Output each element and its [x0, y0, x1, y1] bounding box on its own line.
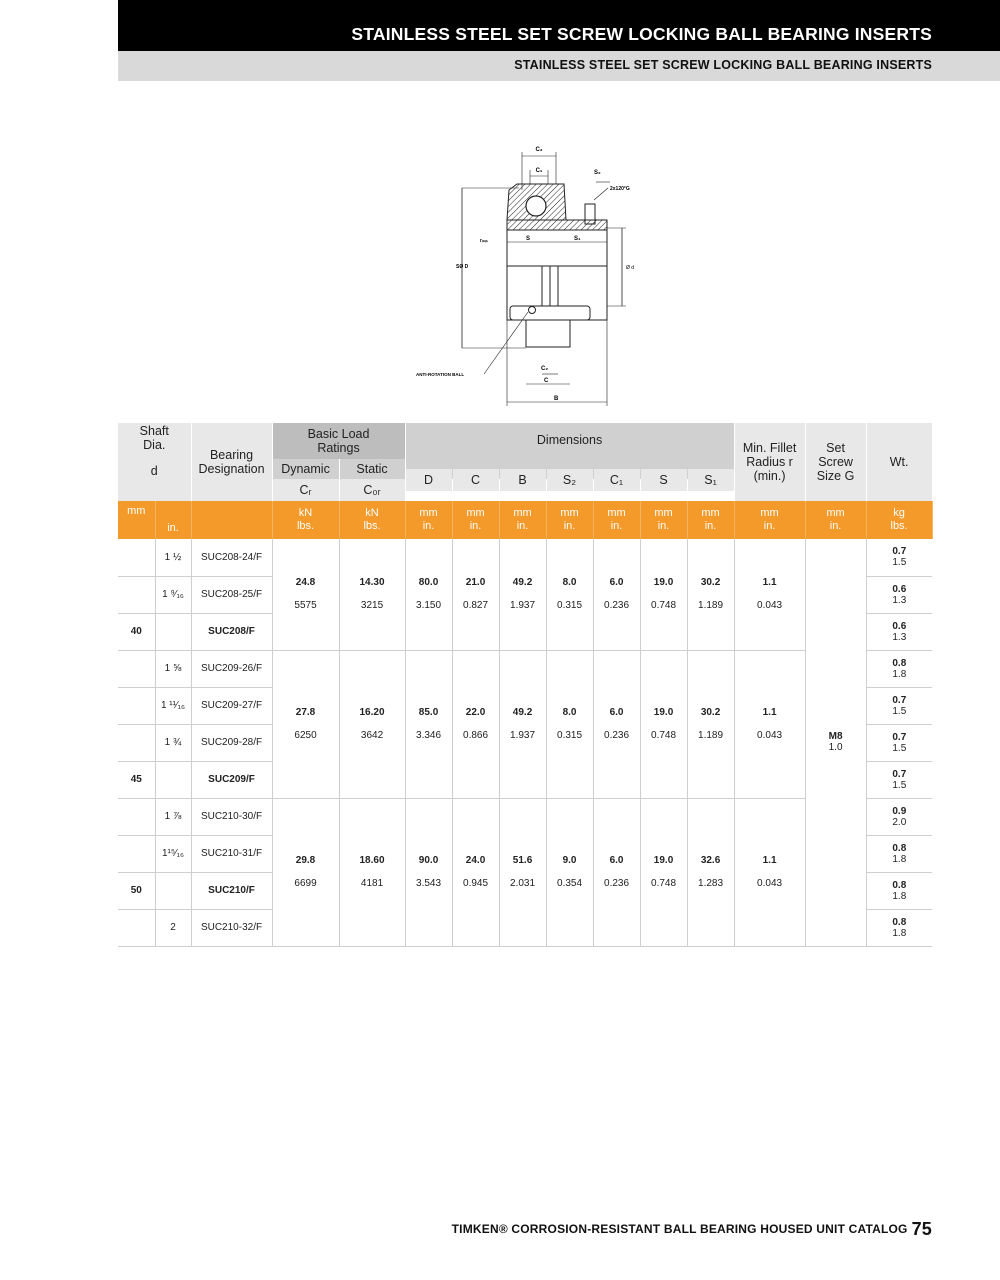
spec-value-cell: [452, 798, 499, 946]
spec-value-cell: [272, 798, 339, 946]
weight-lbs: 1.5: [892, 705, 907, 717]
header-set-screw: Set Screw Size G: [805, 423, 866, 501]
header-weight: Wt.: [866, 423, 932, 501]
value-metric: 49.2: [512, 707, 533, 718]
value-imperial: 0.043: [757, 878, 783, 889]
set-screw-size: M8: [828, 731, 843, 743]
value-imperial: 1.937: [510, 730, 536, 741]
value-imperial: 0.236: [604, 730, 630, 741]
label-b: B: [554, 396, 559, 402]
header-s1-col: S₁: [687, 469, 734, 491]
value-metric: 19.0: [653, 577, 674, 589]
value-imperial: 6250: [294, 730, 317, 741]
value-imperial: 0.748: [651, 600, 677, 612]
designation-cell: SUC210-32/F: [191, 909, 272, 946]
spec-value-cell: [499, 798, 546, 946]
value-imperial: 2.031: [510, 878, 536, 889]
shaft-mm-cell: [118, 724, 155, 761]
weight-cell: [866, 909, 932, 946]
spec-value-cell: [339, 798, 405, 946]
value-imperial: 0.354: [557, 878, 583, 889]
value-metric: 1.1: [762, 707, 777, 718]
anti-rotation-ball: [529, 307, 536, 314]
weight-kg: 0.9: [892, 805, 907, 817]
header-s2-col: S₂: [546, 469, 593, 491]
shaft-in-cell: 1 ⁹⁄₁₆: [155, 576, 191, 613]
value-imperial: 0.236: [604, 600, 630, 612]
shaft-mm-cell: [118, 687, 155, 724]
header-d-col: D: [405, 469, 452, 491]
value-metric: 6.0: [609, 707, 624, 718]
spec-value-cell: [499, 650, 546, 798]
bearing-insert-diagram: [414, 142, 650, 408]
value-metric: 9.0: [562, 855, 577, 866]
value-metric: 22.0: [465, 707, 486, 718]
header-load-ratings: Basic Load Ratings: [272, 423, 405, 459]
weight-kg: 0.8: [892, 916, 907, 928]
value-imperial: 3.346: [416, 730, 442, 741]
shaft-mm-cell: 45: [118, 761, 155, 798]
value-metric: 16.20: [359, 707, 385, 718]
set-screw-cell: [805, 539, 866, 946]
label-c: C: [544, 378, 549, 384]
weight-lbs: 1.8: [892, 927, 907, 939]
shaft-mm-cell: [118, 909, 155, 946]
value-metric: 49.2: [512, 577, 533, 589]
spec-value-cell: [546, 539, 593, 650]
value-imperial: 0.866: [463, 730, 489, 741]
weight-kg: 0.8: [892, 879, 907, 891]
page-title-bar: [118, 0, 1000, 51]
label-angle: 2x120°G: [610, 186, 630, 192]
label-c1: C₁: [535, 168, 543, 174]
value-metric: 8.0: [562, 577, 577, 589]
value-imperial: 3215: [360, 600, 384, 612]
designation-cell: SUC210-30/F: [191, 798, 272, 835]
weight-lbs: 1.8: [892, 890, 907, 902]
weight-cell: [866, 539, 932, 576]
label-s2: S₂: [594, 170, 601, 176]
shaft-mm-cell: [118, 798, 155, 835]
header-static: Static: [339, 459, 405, 479]
weight-lbs: 1.8: [892, 668, 907, 680]
weight-lbs: 1.3: [892, 631, 907, 643]
shaft-in-cell: 1 ¹¹⁄₁₆: [155, 687, 191, 724]
value-imperial: 3.150: [416, 600, 442, 612]
spec-value-cell: [640, 539, 687, 650]
spec-value-cell: [405, 650, 452, 798]
value-metric: 18.60: [359, 855, 385, 866]
spec-value-cell: [339, 539, 405, 650]
shaft-mm-cell: [118, 576, 155, 613]
weight-kg: 0.7: [892, 731, 907, 743]
value-metric: 21.0: [465, 577, 486, 589]
value-metric: 27.8: [295, 707, 316, 718]
designation-cell: SUC210/F: [191, 872, 272, 909]
label-d: Ø d: [626, 265, 635, 271]
value-imperial: 0.315: [557, 600, 583, 612]
spec-value-cell: [452, 539, 499, 650]
shaft-mm-cell: 50: [118, 872, 155, 909]
value-imperial: 0.748: [651, 878, 677, 889]
weight-lbs: 1.3: [892, 594, 907, 606]
header-dynamic: Dynamic: [272, 459, 339, 479]
spec-value-cell: [593, 650, 640, 798]
weight-kg: 0.7: [892, 694, 907, 706]
section-title-bar: [118, 51, 1000, 81]
weight-cell: [866, 687, 932, 724]
value-metric: 51.6: [512, 855, 533, 866]
spec-value-cell: [593, 798, 640, 946]
header-dimensions: Dimensions: [405, 423, 734, 479]
value-imperial: 3.543: [416, 878, 442, 889]
weight-lbs: 2.0: [892, 816, 907, 828]
value-metric: 1.1: [762, 855, 777, 866]
label-s1: S₁: [574, 236, 581, 242]
weight-lbs: 1.5: [892, 742, 907, 754]
weight-kg: 0.6: [892, 620, 907, 632]
shaft-in-cell: 1 ⅞: [155, 798, 191, 835]
label-rmin: rₘᵢₙ: [480, 238, 488, 244]
weight-cell: [866, 724, 932, 761]
designation-cell: SUC209-26/F: [191, 650, 272, 687]
shaft-in-cell: [155, 872, 191, 909]
value-imperial: 1.283: [698, 878, 724, 889]
weight-lbs: 1.5: [892, 557, 907, 569]
weight-kg: 0.6: [892, 583, 907, 595]
page-footer: [452, 1219, 932, 1240]
header-c1-col: C₁: [593, 469, 640, 491]
value-imperial: 0.236: [604, 878, 630, 889]
shaft-in-cell: 1 ¾: [155, 724, 191, 761]
weight-kg: 0.7: [892, 768, 907, 780]
value-imperial: 5575: [294, 600, 317, 612]
shaft-mm-cell: 40: [118, 613, 155, 650]
weight-cell: [866, 650, 932, 687]
weight-cell: [866, 798, 932, 835]
page-title: STAINLESS STEEL SET SCREW LOCKING BALL BEARING INSERTS: [351, 24, 932, 44]
weight-lbs: 1.8: [892, 853, 907, 865]
spec-value-cell: [499, 539, 546, 650]
header-designation: Bearing Designation: [191, 423, 272, 501]
value-metric: 8.0: [562, 707, 577, 718]
spec-value-cell: [546, 798, 593, 946]
value-imperial: 1.937: [510, 600, 536, 612]
value-metric: 6.0: [609, 855, 624, 866]
shaft-mm-cell: [118, 650, 155, 687]
section-title: STAINLESS STEEL SET SCREW LOCKING BALL BEARING INSERTS: [514, 58, 932, 72]
header-shaft-dia: Shaft Dia. d: [118, 423, 191, 479]
value-imperial: 0.748: [651, 730, 677, 741]
spec-value-cell: [452, 650, 499, 798]
spec-value-cell: [687, 650, 734, 798]
value-metric: 85.0: [418, 707, 439, 718]
spec-value-cell: [546, 650, 593, 798]
shaft-in-cell: 1 ½: [155, 539, 191, 576]
spec-value-cell: [593, 539, 640, 650]
header-cr: Cᵣ: [272, 479, 339, 501]
value-metric: 80.0: [418, 577, 439, 589]
value-imperial: 3642: [360, 730, 384, 741]
shaft-in-cell: [155, 761, 191, 798]
catalog-title: TIMKEN® CORROSION-RESISTANT BALL BEARING HOUSED UNIT CATALOG: [451, 1222, 908, 1236]
spec-value-cell: [405, 798, 452, 946]
header-fillet: Min. Fillet Radius r (min.): [734, 423, 805, 501]
weight-cell: [866, 835, 932, 872]
value-metric: 24.8: [295, 577, 316, 589]
shaft-in-cell: 2: [155, 909, 191, 946]
value-imperial: 0.043: [757, 600, 783, 612]
weight-cell: [866, 613, 932, 650]
table-row: [118, 539, 932, 576]
value-imperial: 0.827: [463, 600, 489, 612]
value-metric: 6.0: [609, 577, 624, 589]
value-imperial: 6699: [294, 878, 317, 889]
value-metric: 90.0: [418, 855, 439, 866]
shaft-in-cell: 1 ⅝: [155, 650, 191, 687]
designation-cell: SUC208/F: [191, 613, 272, 650]
spec-value-cell: [272, 539, 339, 650]
spec-value-cell: [640, 650, 687, 798]
designation-cell: SUC208-25/F: [191, 576, 272, 613]
shaft-in-cell: 1¹⁵⁄₁₆: [155, 835, 191, 872]
label-s: S: [526, 236, 531, 242]
value-metric: 30.2: [700, 707, 721, 718]
designation-cell: SUC210-31/F: [191, 835, 272, 872]
spec-value-cell: [687, 798, 734, 946]
value-imperial: 4181: [360, 878, 384, 889]
label-anti-rotation-ball: ANTI-ROTATION BALL: [416, 372, 465, 377]
bearing-drawing-svg: [414, 142, 650, 408]
value-metric: 1.1: [762, 577, 777, 589]
inner-ring-top: [507, 220, 607, 230]
spec-value-cell: [734, 798, 805, 946]
weight-kg: 0.7: [892, 546, 907, 558]
inner-body: [507, 230, 607, 266]
label-c3: C₃: [535, 147, 543, 153]
weight-cell: [866, 761, 932, 798]
shaft-in-cell: [155, 613, 191, 650]
value-imperial: 1.189: [698, 600, 724, 612]
units-row: mm in. kN lbs. kN lbs. mm in. mm in. mm in. mm in. mm in. mm in. mm in. mm in. mm in. kg lbs.: [118, 501, 932, 539]
ball: [526, 196, 546, 216]
designation-cell: SUC209-28/F: [191, 724, 272, 761]
spec-value-cell: [405, 539, 452, 650]
label-c2: C₂: [541, 366, 548, 372]
value-metric: 32.6: [700, 855, 721, 866]
header-b-col: B: [499, 469, 546, 491]
page-number: 75: [911, 1219, 932, 1239]
spec-value-cell: [272, 650, 339, 798]
designation-cell: SUC208-24/F: [191, 539, 272, 576]
value-metric: 19.0: [653, 855, 674, 866]
set-screw-value: 1.0: [828, 742, 843, 754]
designation-cell: SUC209-27/F: [191, 687, 272, 724]
spec-table: [118, 423, 933, 947]
header-c0r: C₀ᵣ: [339, 479, 405, 501]
value-metric: 24.0: [465, 855, 486, 866]
label-sd: SØ D: [456, 264, 469, 270]
value-metric: 30.2: [700, 577, 721, 589]
spec-value-cell: [734, 650, 805, 798]
shaft-mm-cell: [118, 835, 155, 872]
spec-value-cell: [339, 650, 405, 798]
value-imperial: 1.189: [698, 730, 724, 741]
shaft-mm-cell: [118, 539, 155, 576]
value-imperial: 0.315: [557, 730, 583, 741]
value-metric: 29.8: [295, 855, 316, 866]
value-imperial: 0.945: [463, 878, 489, 889]
designation-cell: SUC209/F: [191, 761, 272, 798]
spec-value-cell: [687, 539, 734, 650]
header-c-col: C: [452, 469, 499, 491]
value-metric: 19.0: [653, 707, 674, 718]
weight-kg: 0.8: [892, 657, 907, 669]
header-s-col: S: [640, 469, 687, 491]
weight-lbs: 1.5: [892, 779, 907, 791]
weight-cell: [866, 872, 932, 909]
weight-cell: [866, 576, 932, 613]
value-metric: 14.30: [359, 577, 385, 589]
spec-value-cell: [640, 798, 687, 946]
value-imperial: 0.043: [757, 730, 783, 741]
weight-kg: 0.8: [892, 842, 907, 854]
spec-value-cell: [734, 539, 805, 650]
